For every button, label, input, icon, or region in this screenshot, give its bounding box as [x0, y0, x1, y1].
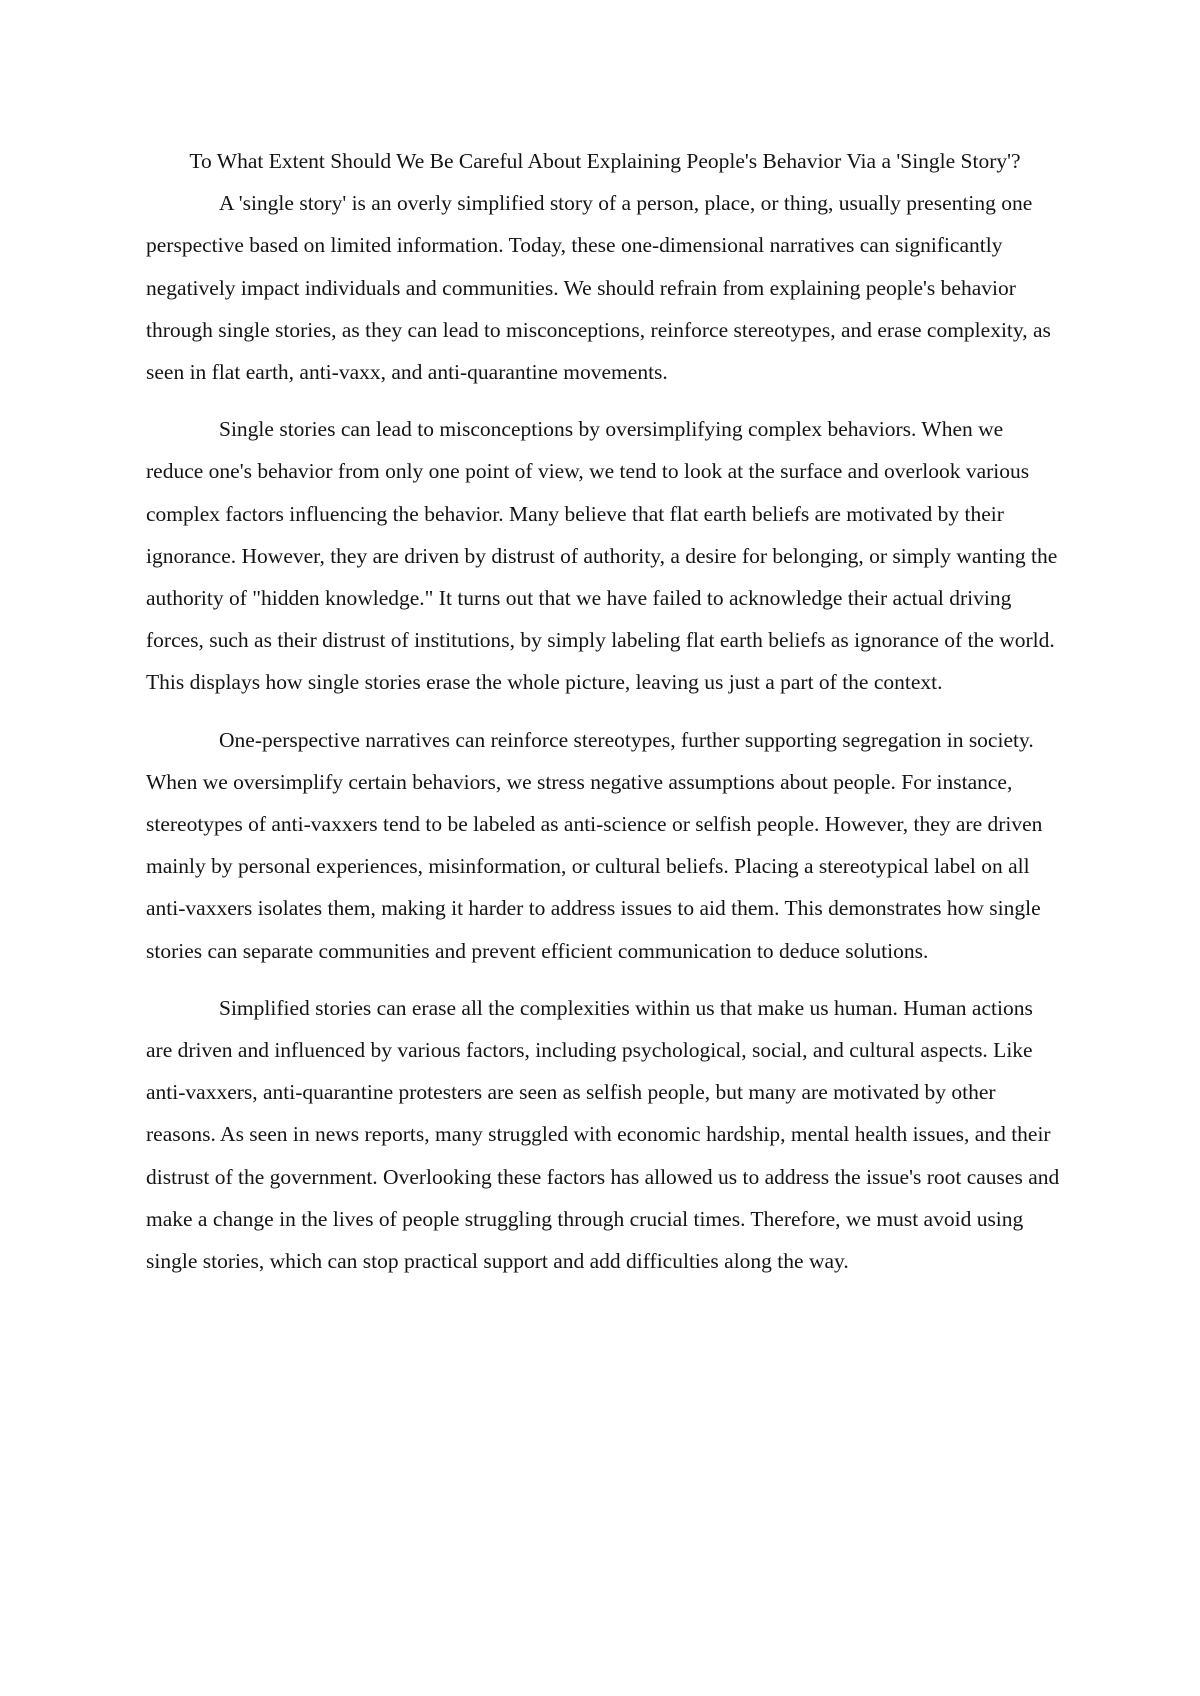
paragraph-intro: A 'single story' is an overly simplified story of a person, place, or thing, usually presenting one perspective based on limited information. Today, these one-dimensional narratives can significantly negatively impact individuals and communities. We should refrain from explaining people's behavior through single stories, as they can lead to misconceptions, reinforce stereotypes, and erase complexity, as seen in flat earth, anti-vaxx, and anti-quarantine movements.	[146, 191, 1051, 385]
essay-title: To What Extent Should We Be Careful About Explaining People's Behavior Via a 'Single Story'?	[189, 149, 1021, 173]
document-body	[146, 140, 1064, 1297]
paragraph-misconceptions: Single stories can lead to misconceptions by oversimplifying complex behaviors. When we reduce one's behavior from only one point of view, we tend to look at the surface and overlook various complex factors influencing the behavior. Many believe that flat earth beliefs are motivated by their ignorance. However, they are driven by distrust of authority, a desire for belonging, or simply wanting the authority of "hidden knowledge." It turns out that we have failed to acknowledge their actual driving forces, such as their distrust of institutions, by simply labeling flat earth beliefs as ignorance of the world. This displays how single stories erase the whole picture, leaving us just a part of the context.	[146, 417, 1058, 695]
paragraph-complexity: Simplified stories can erase all the complexities within us that make us human. Human actions are driven and influenced by various factors, including psychological, social, and cultural aspects. Like anti-vaxxers, anti-quarantine protesters are seen as selfish people, but many are motivated by other reasons. As seen in news reports, many struggled with economic hardship, mental health issues, and their distrust of the government. Overlooking these factors has allowed us to address the issue's root causes and make a change in the lives of people struggling through crucial times. Therefore, we must avoid using single stories, which can stop practical support and add difficulties along the way.	[146, 995, 1060, 1274]
paragraph-stereotypes: One-perspective narratives can reinforce stereotypes, further supporting segregation in society. When we oversimplify certain behaviors, we stress negative assumptions about people. For instance, stereotypes of anti-vaxxers tend to be labeled as anti-science or selfish people. However, they are driven mainly by personal experiences, misinformation, or cultural beliefs. Placing a stereotypical label on all anti-vaxxers isolates them, making it harder to address issues to aid them. This demonstrates how single stories can separate communities and prevent efficient communication to deduce solutions.	[146, 727, 1043, 963]
